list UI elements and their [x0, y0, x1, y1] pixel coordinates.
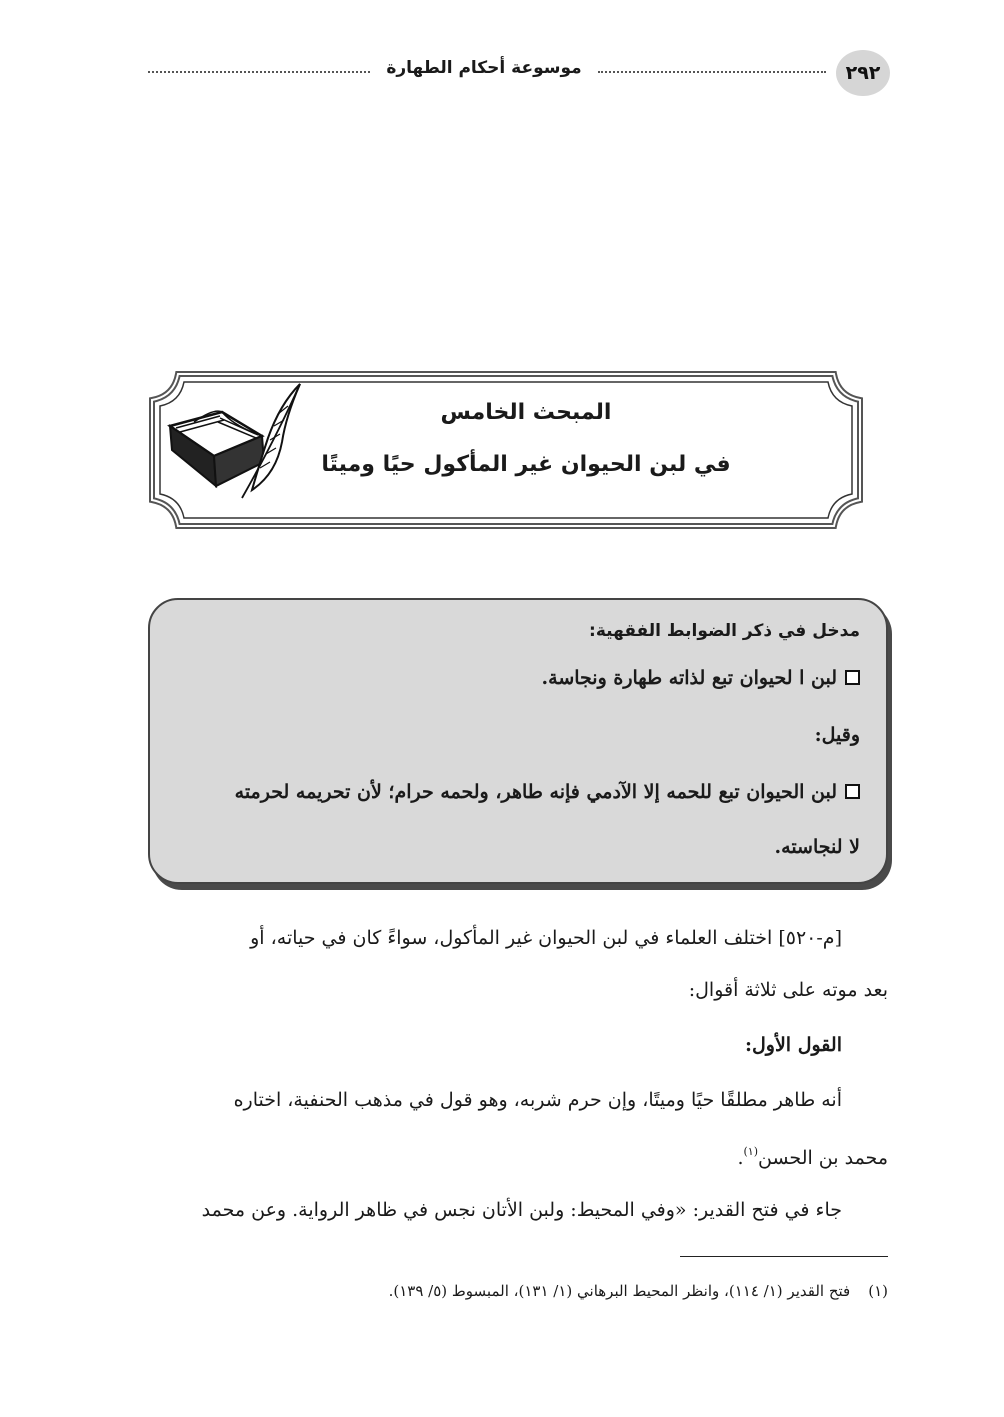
paragraph-line: بعد موته على ثلاثة أقوال:	[688, 979, 888, 1001]
section-heading: المبحث الخامس	[440, 400, 612, 425]
sentence-end: .	[737, 1147, 744, 1169]
author-name: محمد بن الحسن	[758, 1147, 888, 1169]
rule-text: لبن الحيوان تبع للحمه إلا الآدمي فإنه طاهر، ولحمه حرام؛ لأن تحريمه لحرمته	[234, 781, 837, 803]
paragraph-line: جاء في فتح القدير: «وفي المحيط: ولبن الأتان نجس في ظاهر الرواية. وعن محمد	[201, 1199, 842, 1221]
paragraph-line: [م-٥٢٠] اختلف العلماء في لبن الحيوان غير المأكول، سواءً كان في حياته، أو	[250, 927, 842, 949]
rule-connector: وقيل:	[814, 724, 860, 746]
rules-box-title: مدخل في ذكر الضوابط الفقهية:	[589, 621, 860, 641]
paragraph-line	[148, 1126, 888, 1184]
running-header	[148, 50, 890, 98]
footnote-marker[interactable]: (١)	[743, 1145, 759, 1158]
paragraph	[148, 1184, 888, 1236]
body-text	[148, 912, 888, 1236]
rule-text: لبن ا لحيوان تبع لذاته طهارة ونجاسة.	[541, 667, 837, 689]
rule-item	[164, 764, 860, 821]
header-dotted-leader	[148, 71, 370, 73]
paragraph	[148, 1074, 888, 1184]
footnote	[148, 1276, 888, 1306]
paragraph-line: أنه طاهر مطلقًا حيًا وميتًا، وإن حرم شربه، وهو قول في مذهب الحنفية، اختاره	[233, 1089, 842, 1111]
opinion-heading: القول الأول:	[744, 1034, 842, 1056]
rule-item	[164, 650, 860, 707]
section-subheading: في لبن الحيوان غير المأكول حيًا وميتًا	[321, 452, 731, 477]
footnote-text: فتح القدير (١/ ١١٤)، وانظر المحيط البرهاني (١/ ١٣١)، المبسوط (٥/ ١٣٩).	[388, 1282, 851, 1300]
checkbox-bullet-icon	[845, 784, 860, 799]
rule-continuation: لا لنجاسته.	[774, 836, 860, 858]
running-title: موسوعة أحكام الطهارة	[386, 58, 582, 78]
header-dotted-leader	[598, 71, 826, 73]
paragraph	[148, 912, 888, 1016]
section-title-frame	[148, 370, 864, 530]
footnote-number: (١)	[868, 1282, 888, 1300]
book-quill-icon	[164, 378, 304, 508]
page-number: ٢٩٢	[836, 50, 890, 96]
checkbox-bullet-icon	[845, 670, 860, 685]
jurisprudential-rules-box	[148, 598, 888, 884]
footnote-separator	[680, 1256, 888, 1257]
